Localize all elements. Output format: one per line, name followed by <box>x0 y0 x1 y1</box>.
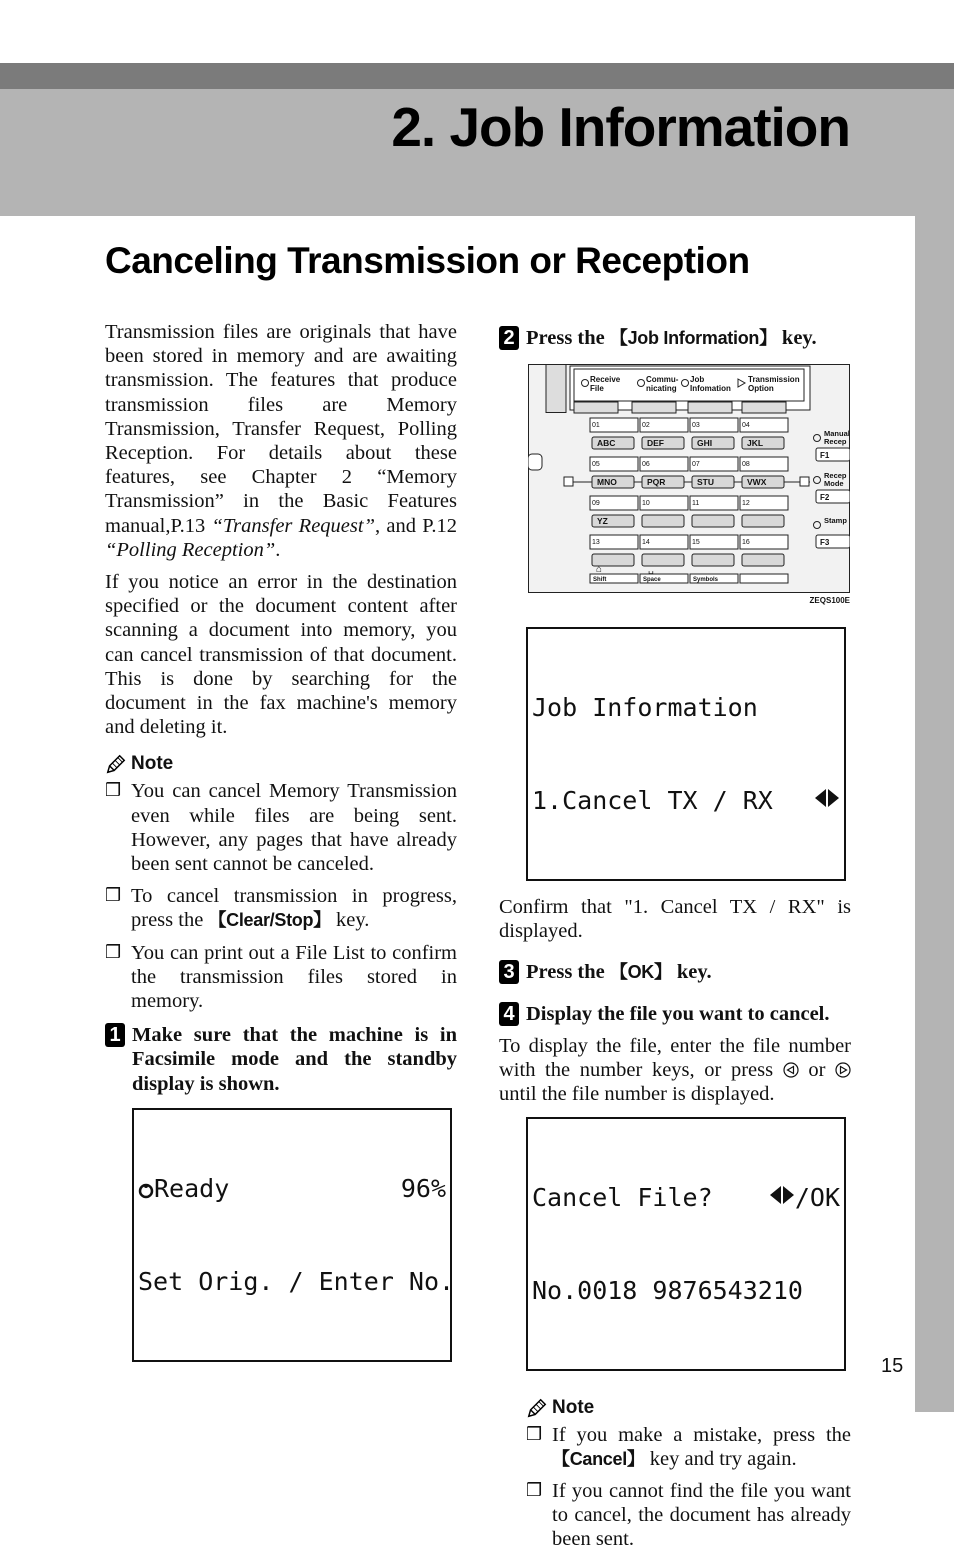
cancel-key: 【Cancel】 <box>552 1448 645 1469</box>
svg-text:ABC: ABC <box>597 438 616 449</box>
svg-text:Mode: Mode <box>824 479 844 489</box>
page-number: 15 <box>881 1355 904 1377</box>
svg-text:F3: F3 <box>820 538 830 548</box>
svg-text:STU: STU <box>697 477 714 488</box>
svg-text:12: 12 <box>742 500 750 508</box>
svg-text:PQR: PQR <box>647 477 666 488</box>
left-right-arrow-icon <box>814 785 840 816</box>
lcd-cancel-file: Cancel File? /OK No.0018 9876543210 <box>526 1117 846 1371</box>
svg-text:08: 08 <box>742 461 750 469</box>
operation-panel-illustration <box>528 364 850 594</box>
svg-text:Option: Option <box>748 384 774 394</box>
checkbox-icon: ❒ <box>526 1480 543 1502</box>
space-icon: ␣ <box>648 564 654 575</box>
checkbox-icon: ❒ <box>105 885 122 907</box>
svg-text:YZ: YZ <box>597 516 608 527</box>
lcd-job-information: Job Information 1.Cancel TX / RX <box>526 627 846 881</box>
note-item: ❒ If you make a mistake, press the 【Cancel】 key and try again. <box>526 1423 851 1470</box>
header-top-band <box>0 63 954 89</box>
checkbox-icon: ❒ <box>526 1423 543 1445</box>
svg-text:DEF: DEF <box>647 438 664 449</box>
svg-text:09: 09 <box>592 500 600 508</box>
svg-text:02: 02 <box>642 422 650 430</box>
checkbox-icon: ❒ <box>105 941 122 963</box>
svg-text:VWX: VWX <box>747 477 767 488</box>
checkbox-icon: ❒ <box>105 780 122 802</box>
pencil-icon <box>526 1397 548 1419</box>
step-number: 2 <box>499 326 519 350</box>
ok-key: 【OK】 <box>609 961 672 982</box>
error-paragraph: If you notice an error in the destination specified or the document content after scanning a document into memory, you can cancel transmission of that document. This is done by searching for the document in the fax machine's memory and deleting it. <box>105 571 457 739</box>
note-item: ❒ If you cannot find the file you want to cancel, the document has already been sent. <box>526 1480 851 1551</box>
step-3: 3 Press the 【OK】 key. <box>499 960 851 984</box>
svg-text:Manual: Manual <box>824 429 850 439</box>
step-number: 1 <box>105 1023 125 1047</box>
svg-text:Job: Job <box>690 375 705 385</box>
svg-text:Receive: Receive <box>590 375 621 385</box>
note-item: ❒ You can print out a File List to confirm the transmission files stored in memory. <box>105 941 457 1013</box>
svg-text:nicating: nicating <box>646 384 677 394</box>
step-1: 1 Make sure that the machine is in Facsimile mode and the standby display is shown. <box>105 1023 457 1096</box>
svg-text:04: 04 <box>742 422 750 430</box>
svg-text:GHI: GHI <box>697 438 713 449</box>
note-item: ❒ To cancel transmission in progress, press the 【Clear/Stop】 key. <box>105 885 457 932</box>
clock-icon <box>138 1175 154 1191</box>
svg-text:Infomation: Infomation <box>690 384 731 394</box>
bottom-label: Symbols <box>693 577 719 584</box>
chapter-header <box>0 89 954 216</box>
confirm-text: Confirm that "1. Cancel TX / RX" is displayed. <box>499 896 851 943</box>
clear-stop-key: 【Clear/Stop】 <box>208 910 331 931</box>
step-4-body: To display the file, enter the file number with the number keys, or press or until the file number is displayed. <box>499 1035 851 1106</box>
chapter-title: 2. Job Information <box>391 96 850 158</box>
svg-text:14: 14 <box>642 539 650 547</box>
svg-text:10: 10 <box>642 500 650 508</box>
svg-text:MNO: MNO <box>597 477 617 488</box>
svg-text:07: 07 <box>692 461 700 469</box>
svg-text:Transmission: Transmission <box>748 375 800 385</box>
svg-text:11: 11 <box>692 500 700 508</box>
step-number: 4 <box>499 1002 519 1026</box>
svg-text:F2: F2 <box>820 493 830 503</box>
bottom-label: Shift <box>593 577 607 584</box>
bottom-label-box <box>740 574 788 583</box>
svg-text:F1: F1 <box>820 451 830 461</box>
svg-text:13: 13 <box>592 539 600 547</box>
svg-text:05: 05 <box>592 461 600 469</box>
note-heading: Note <box>526 1397 851 1419</box>
right-column <box>499 326 851 1560</box>
note-heading: Note <box>105 753 457 775</box>
bottom-label: Space <box>643 577 661 584</box>
svg-text:16: 16 <box>742 539 750 547</box>
svg-text:Recep: Recep <box>824 437 847 447</box>
left-arrow-icon <box>783 1060 799 1076</box>
side-thumb-bar <box>915 216 954 1412</box>
figure-code: ZEQS100E <box>809 596 850 606</box>
svg-text:Recep: Recep <box>824 471 847 481</box>
note-item: ❒ You can cancel Memory Transmission even while files are being sent. However, any pages that have already been sent cannot be canceled. <box>105 780 457 876</box>
svg-text:06: 06 <box>642 461 650 469</box>
step-2: 2 Press the 【Job Information】 key. <box>499 326 851 350</box>
svg-text:File: File <box>590 384 604 394</box>
svg-text:Commu-: Commu- <box>646 375 679 385</box>
intro-paragraph: Transmission files are originals that have been stored in memory and are awaiting transmission. The features that produce transmission files are Memory Transmission, Transfer Request, Polling Reception. For details about these features, see Chapter 2 “Memory Transmission” in the Basic Features manual,P.13 “Transfer Request”, and P.12 “Polling Reception”. <box>105 321 457 561</box>
step-4: 4 Display the file you want to cancel. <box>499 1002 851 1026</box>
right-arrow-icon <box>835 1060 851 1076</box>
left-right-arrow-icon <box>769 1182 795 1213</box>
svg-text:03: 03 <box>692 422 700 430</box>
svg-text:Stamp: Stamp <box>824 516 847 526</box>
svg-text:01: 01 <box>592 422 600 430</box>
left-column <box>105 320 457 1362</box>
home-icon: ⌂ <box>596 564 603 576</box>
lcd-standby: Ready 96% Set Orig. / Enter No. <box>132 1108 452 1362</box>
svg-text:15: 15 <box>692 539 700 547</box>
pencil-icon <box>105 753 127 775</box>
section-title: Canceling Transmission or Reception <box>105 240 750 281</box>
step-number: 3 <box>499 960 519 984</box>
job-information-key: 【Job Information】 <box>609 328 777 348</box>
svg-text:JKL: JKL <box>747 438 764 449</box>
